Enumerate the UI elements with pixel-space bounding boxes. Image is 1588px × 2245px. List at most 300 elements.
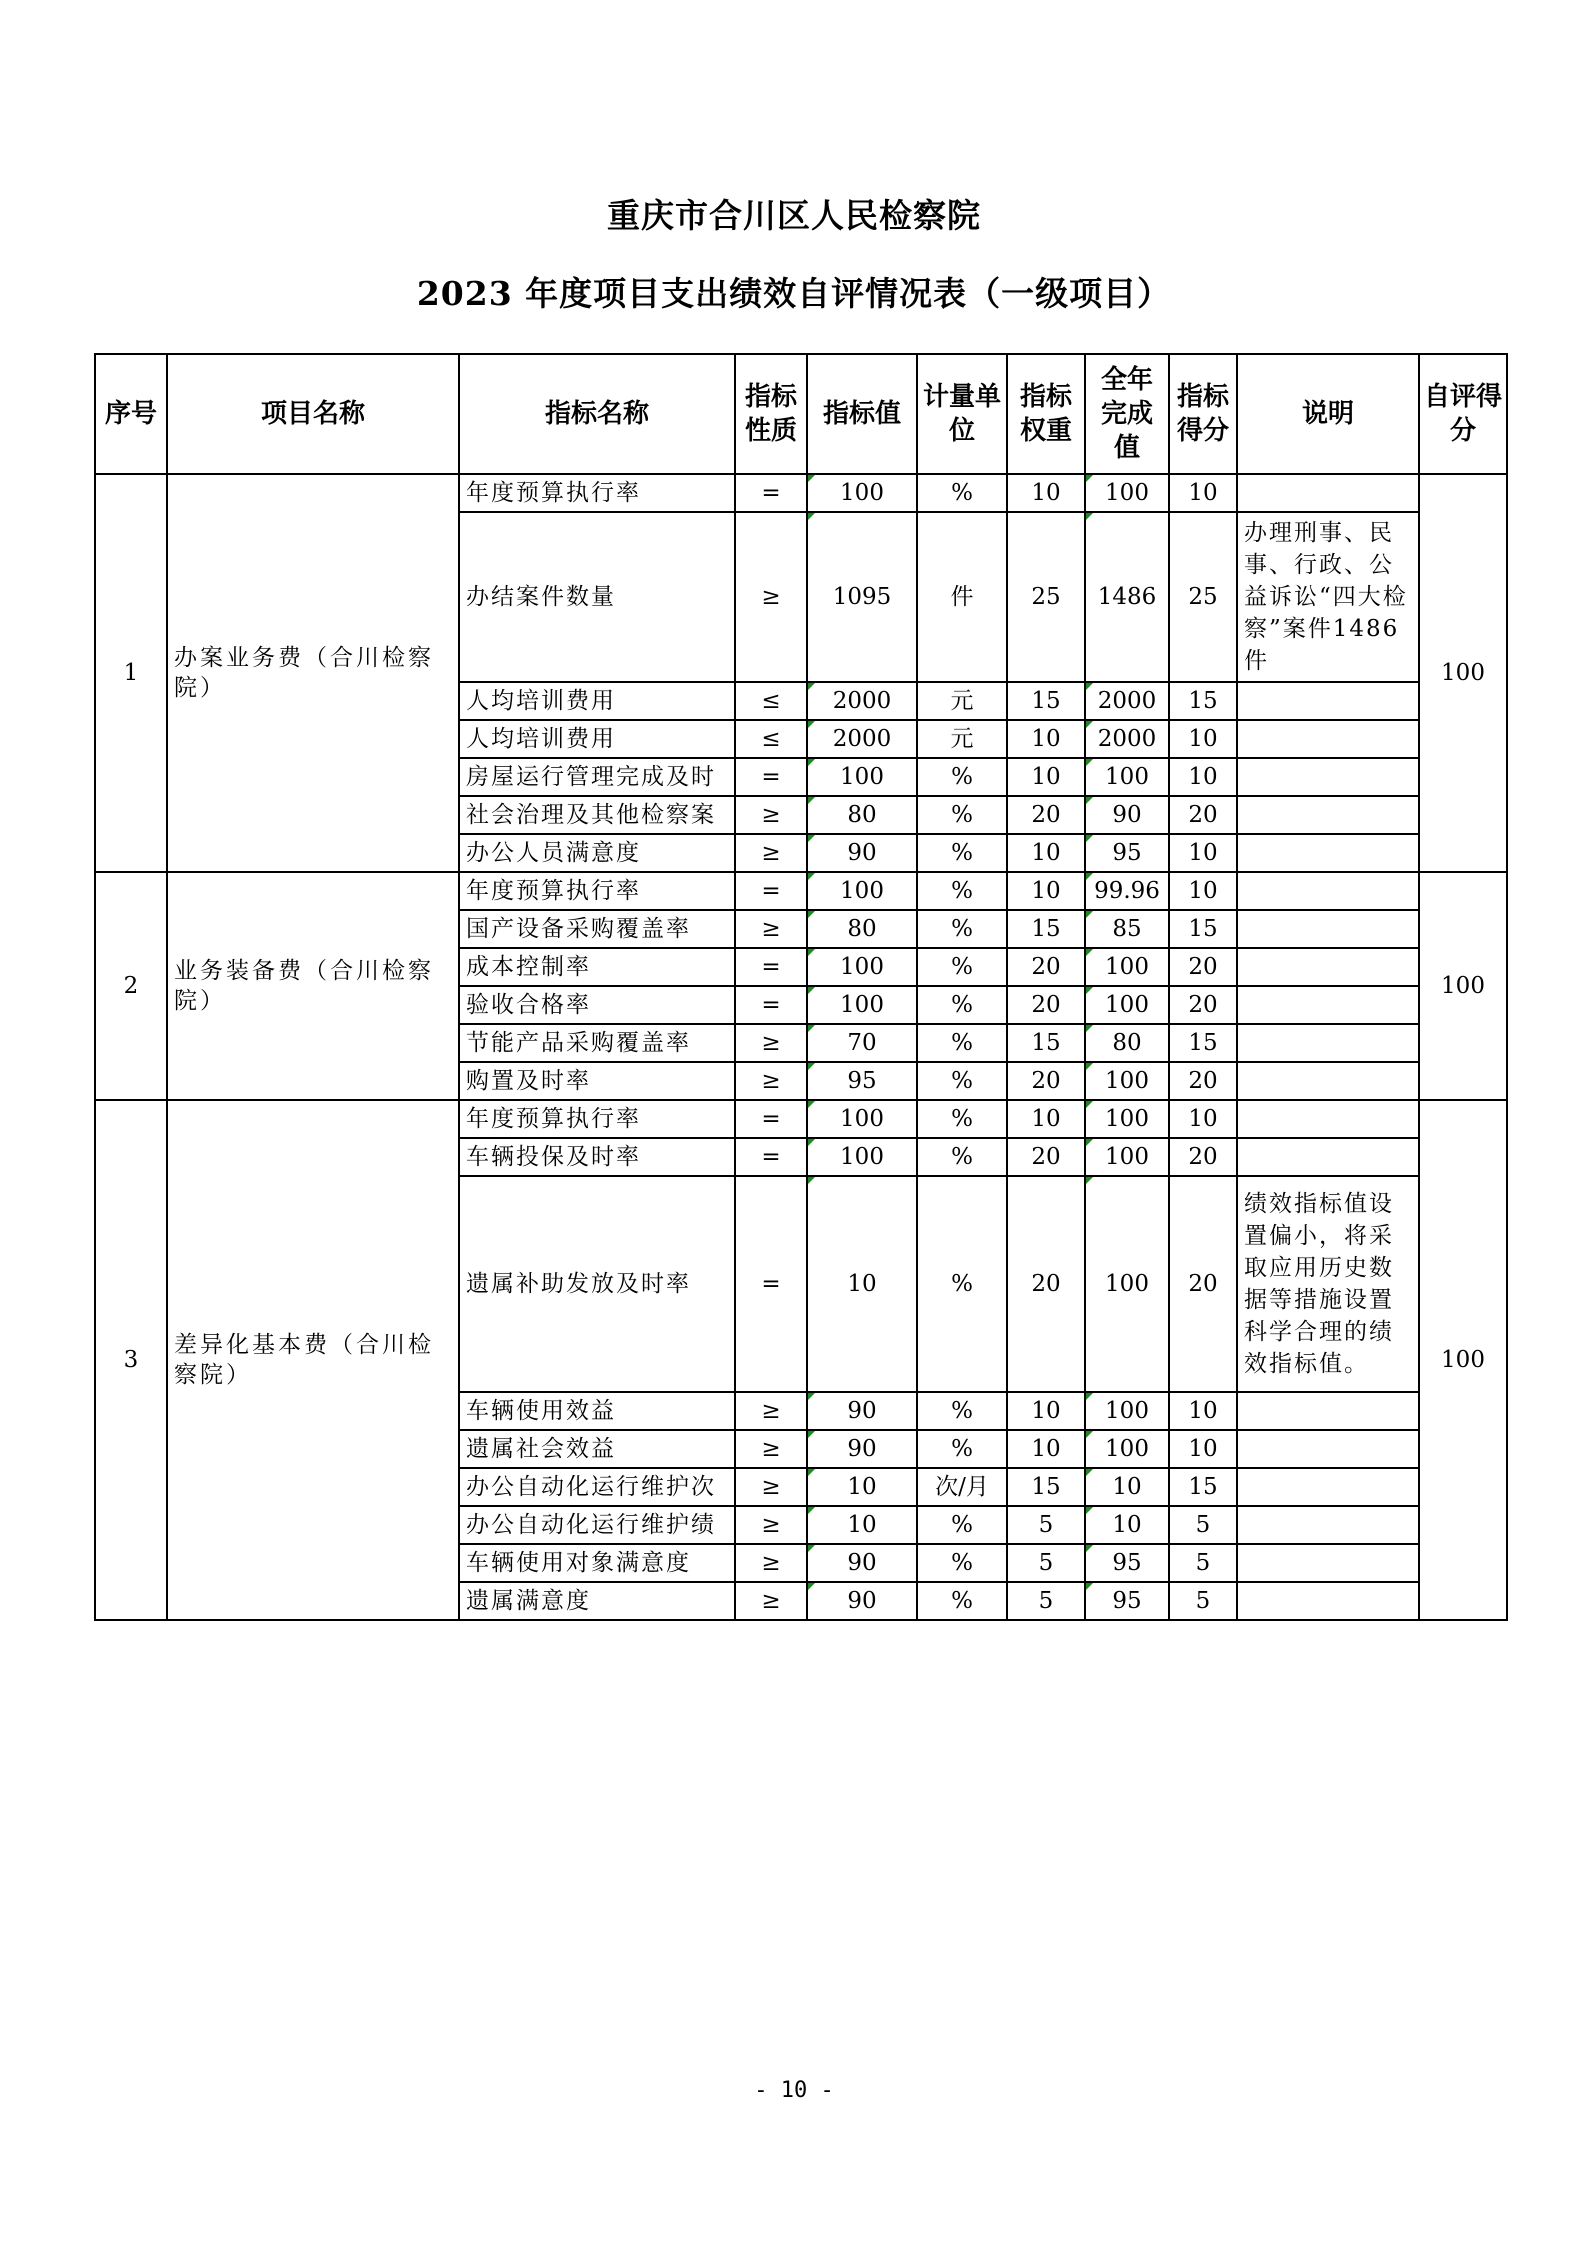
indicator-note-text: 绩效指标值设置偏小，将采取应用历史数据等措施设置科学合理的绩效指标值。 (1244, 1191, 1394, 1377)
indicator-note (1237, 1100, 1419, 1138)
indicator-score-text: 25 (1188, 584, 1218, 610)
project-name: 业务装备费（合川检察院） (167, 872, 459, 1100)
indicator-name (459, 872, 735, 910)
indicator-actual-text: 85 (1112, 916, 1142, 942)
indicator-name-text: 车辆使用效益 (466, 1398, 616, 1424)
indicator-actual-text: 2000 (1097, 688, 1157, 714)
indicator-name-text: 年度预算执行率 (466, 878, 641, 904)
cell-marker-icon (808, 1507, 815, 1514)
indicator-note (1237, 1024, 1419, 1062)
indicator-score (1169, 1468, 1237, 1506)
cell-marker-icon (808, 683, 815, 690)
indicator-nature-text: ≥ (761, 1550, 781, 1576)
indicator-note (1237, 1430, 1419, 1468)
cell-marker-icon (1086, 1545, 1093, 1552)
indicator-actual-text: 10 (1112, 1474, 1142, 1500)
indicator-weight-text: 10 (1031, 840, 1061, 866)
indicator-name (459, 720, 735, 758)
indicator-unit-text: % (951, 1271, 973, 1297)
indicator-note (1237, 720, 1419, 758)
indicator-unit (917, 512, 1007, 682)
indicator-name (459, 512, 735, 682)
indicator-score (1169, 796, 1237, 834)
indicator-weight-text: 10 (1031, 726, 1061, 752)
indicator-nature-text: = (761, 480, 781, 506)
indicator-unit-text: % (951, 954, 973, 980)
indicator-unit (917, 834, 1007, 872)
indicator-actual (1085, 512, 1169, 682)
indicator-score (1169, 1138, 1237, 1176)
indicator-actual (1085, 1024, 1169, 1062)
indicator-nature-text: = (761, 954, 781, 980)
cell-marker-icon (808, 1431, 815, 1438)
indicator-target (807, 512, 917, 682)
indicator-note (1237, 872, 1419, 910)
indicator-nature-text: ≥ (761, 1512, 781, 1538)
table-row (95, 872, 1507, 910)
cell-marker-icon (1086, 873, 1093, 880)
indicator-name-text: 年度预算执行率 (466, 480, 641, 506)
cell-marker-icon (1086, 1063, 1093, 1070)
cell-marker-icon (808, 911, 815, 918)
cell-marker-icon (808, 1101, 815, 1108)
indicator-nature (735, 758, 807, 796)
indicator-weight (1007, 796, 1085, 834)
indicator-target (807, 1468, 917, 1506)
indicator-name (459, 1100, 735, 1138)
indicator-score (1169, 1392, 1237, 1430)
indicator-nature-text: = (761, 992, 781, 1018)
indicator-note (1237, 1062, 1419, 1100)
indicator-unit-text: 件 (950, 584, 974, 610)
indicator-target (807, 1138, 917, 1176)
indicator-score-text: 10 (1188, 878, 1218, 904)
indicator-score (1169, 1506, 1237, 1544)
indicator-weight-text: 20 (1031, 802, 1061, 828)
indicator-actual (1085, 910, 1169, 948)
header-seq: 序号 (95, 354, 167, 474)
indicator-target (807, 986, 917, 1024)
cell-marker-icon (1086, 1583, 1093, 1590)
indicator-target (807, 872, 917, 910)
indicator-actual-text: 95 (1112, 840, 1142, 866)
indicator-note-text: 办理刑事、民事、行政、公益诉讼“四大检察”案件1486件 (1244, 520, 1408, 674)
indicator-target-text: 10 (847, 1271, 877, 1297)
indicator-nature (735, 834, 807, 872)
cell-marker-icon (808, 759, 815, 766)
cell-marker-icon (1086, 1393, 1093, 1400)
indicator-actual-text: 100 (1105, 764, 1149, 790)
indicator-note (1237, 1392, 1419, 1430)
indicator-actual-text: 100 (1105, 1271, 1149, 1297)
indicator-name-text: 节能产品采购覆盖率 (466, 1030, 691, 1056)
indicator-name (459, 1468, 735, 1506)
indicator-unit (917, 986, 1007, 1024)
indicator-unit (917, 1024, 1007, 1062)
indicator-weight (1007, 1544, 1085, 1582)
indicator-weight (1007, 834, 1085, 872)
indicator-actual-text: 2000 (1097, 726, 1157, 752)
indicator-score (1169, 1544, 1237, 1582)
cell-marker-icon (808, 513, 815, 520)
indicator-target (807, 948, 917, 986)
indicator-target-text: 100 (840, 1144, 884, 1170)
indicator-score (1169, 758, 1237, 796)
indicator-unit-text: % (951, 878, 973, 904)
indicator-unit (917, 1062, 1007, 1100)
indicator-nature (735, 1062, 807, 1100)
indicator-unit-text: % (951, 1398, 973, 1424)
indicator-nature (735, 1176, 807, 1392)
indicator-weight-text: 20 (1031, 1068, 1061, 1094)
indicator-name (459, 1176, 735, 1392)
indicator-score (1169, 986, 1237, 1024)
indicator-score-text: 20 (1188, 802, 1218, 828)
indicator-actual-text: 10 (1112, 1512, 1142, 1538)
indicator-score (1169, 1024, 1237, 1062)
indicator-nature (735, 1544, 807, 1582)
indicator-score-text: 15 (1188, 1030, 1218, 1056)
indicator-name (459, 1506, 735, 1544)
indicator-target (807, 1176, 917, 1392)
cell-marker-icon (808, 1393, 815, 1400)
indicator-target (807, 1506, 917, 1544)
indicator-weight (1007, 1100, 1085, 1138)
indicator-actual (1085, 1100, 1169, 1138)
indicator-nature (735, 1468, 807, 1506)
indicator-target (807, 758, 917, 796)
indicator-actual (1085, 1138, 1169, 1176)
cell-marker-icon (1086, 1025, 1093, 1032)
indicator-name-text: 遗属社会效益 (466, 1436, 616, 1462)
indicator-score-text: 15 (1188, 1474, 1218, 1500)
header-score: 指标 得分 (1169, 354, 1237, 474)
cell-marker-icon (1086, 683, 1093, 690)
cell-marker-icon (1086, 513, 1093, 520)
indicator-weight-text: 10 (1031, 1436, 1061, 1462)
header-self-score: 自评得 分 (1419, 354, 1507, 474)
indicator-name (459, 910, 735, 948)
indicator-note (1237, 1544, 1419, 1582)
indicator-weight (1007, 474, 1085, 512)
indicator-unit (917, 1582, 1007, 1620)
indicator-weight-text: 5 (1038, 1550, 1054, 1576)
indicator-name-text: 办结案件数量 (466, 584, 616, 610)
indicator-nature-text: ≤ (761, 726, 781, 752)
indicator-unit (917, 682, 1007, 720)
indicator-unit (917, 1430, 1007, 1468)
indicator-target-text: 95 (847, 1068, 877, 1094)
indicator-target (807, 682, 917, 720)
indicator-actual (1085, 1468, 1169, 1506)
indicator-actual (1085, 720, 1169, 758)
indicator-target-text: 10 (847, 1512, 877, 1538)
indicator-unit (917, 1138, 1007, 1176)
indicator-weight-text: 20 (1031, 1144, 1061, 1170)
indicator-actual-text: 100 (1105, 1398, 1149, 1424)
indicator-unit-text: 次/月 (935, 1474, 989, 1500)
indicator-nature-text: ≥ (761, 916, 781, 942)
indicator-score (1169, 682, 1237, 720)
indicator-unit (917, 910, 1007, 948)
indicator-weight (1007, 758, 1085, 796)
indicator-name (459, 1392, 735, 1430)
indicator-score-text: 10 (1188, 726, 1218, 752)
indicator-weight-text: 25 (1031, 584, 1061, 610)
indicator-weight (1007, 1392, 1085, 1430)
indicator-weight (1007, 1506, 1085, 1544)
indicator-nature-text: = (761, 1106, 781, 1132)
cell-marker-icon (1086, 835, 1093, 842)
indicator-note (1237, 986, 1419, 1024)
indicator-score (1169, 512, 1237, 682)
indicator-name-text: 人均培训费用 (466, 688, 616, 714)
indicator-weight-text: 10 (1031, 480, 1061, 506)
indicator-nature-text: = (761, 1144, 781, 1170)
indicator-name-text: 购置及时率 (466, 1068, 591, 1094)
indicator-nature (735, 682, 807, 720)
indicator-target (807, 1100, 917, 1138)
indicator-target-text: 10 (847, 1474, 877, 1500)
indicator-score-text: 5 (1195, 1512, 1211, 1538)
indicator-actual (1085, 474, 1169, 512)
indicator-weight-text: 15 (1031, 916, 1061, 942)
indicator-actual-text: 95 (1112, 1588, 1142, 1614)
indicator-name-text: 人均培训费用 (466, 726, 616, 752)
indicator-nature (735, 720, 807, 758)
indicator-score-text: 10 (1188, 840, 1218, 866)
cell-marker-icon (808, 1545, 815, 1552)
cell-marker-icon (808, 1025, 815, 1032)
indicator-target-text: 80 (847, 916, 877, 942)
indicator-score (1169, 1582, 1237, 1620)
indicator-weight (1007, 872, 1085, 910)
indicator-unit (917, 474, 1007, 512)
indicator-name (459, 1138, 735, 1176)
indicator-name-text: 国产设备采购覆盖率 (466, 916, 691, 942)
indicator-note (1237, 1582, 1419, 1620)
indicator-weight-text: 10 (1031, 1398, 1061, 1424)
indicator-name-text: 办公自动化运行维护次 (466, 1474, 716, 1500)
cell-marker-icon (1086, 1177, 1093, 1184)
header-note: 说明 (1237, 354, 1419, 474)
indicator-weight (1007, 1138, 1085, 1176)
indicator-nature (735, 986, 807, 1024)
header-weight: 指标 权重 (1007, 354, 1085, 474)
indicator-target-text: 90 (847, 1436, 877, 1462)
indicator-name (459, 1544, 735, 1582)
indicator-weight (1007, 512, 1085, 682)
indicator-target (807, 474, 917, 512)
indicator-actual (1085, 986, 1169, 1024)
indicator-name-text: 车辆投保及时率 (466, 1144, 641, 1170)
indicator-name (459, 1062, 735, 1100)
indicator-note (1237, 682, 1419, 720)
cell-marker-icon (808, 1177, 815, 1184)
indicator-weight (1007, 1062, 1085, 1100)
indicator-target-text: 2000 (832, 726, 892, 752)
indicator-weight (1007, 1430, 1085, 1468)
indicator-weight-text: 5 (1038, 1588, 1054, 1614)
header-target: 指标值 (807, 354, 917, 474)
indicator-nature (735, 796, 807, 834)
indicator-score-text: 5 (1195, 1588, 1211, 1614)
indicator-score (1169, 474, 1237, 512)
cell-marker-icon (808, 987, 815, 994)
indicator-score-text: 10 (1188, 480, 1218, 506)
indicator-actual-text: 1486 (1097, 584, 1157, 610)
indicator-actual-text: 99.96 (1094, 878, 1160, 904)
indicator-score (1169, 1062, 1237, 1100)
indicator-actual (1085, 1582, 1169, 1620)
indicator-weight-text: 15 (1031, 1474, 1061, 1500)
indicator-nature (735, 1024, 807, 1062)
project-seq: 2 (95, 872, 167, 1100)
indicator-weight-text: 5 (1038, 1512, 1054, 1538)
indicator-unit-text: % (951, 840, 973, 866)
indicator-unit-text: % (951, 1144, 973, 1170)
indicator-score-text: 20 (1188, 992, 1218, 1018)
indicator-actual (1085, 796, 1169, 834)
indicator-weight (1007, 910, 1085, 948)
indicator-note (1237, 1138, 1419, 1176)
indicator-actual (1085, 682, 1169, 720)
indicator-weight-text: 15 (1031, 688, 1061, 714)
indicator-unit (917, 1544, 1007, 1582)
indicator-score-text: 20 (1188, 1271, 1218, 1297)
project-self-score: 100 (1419, 872, 1507, 1100)
indicator-unit (917, 1176, 1007, 1392)
indicator-unit-text: % (951, 1588, 973, 1614)
indicator-weight (1007, 986, 1085, 1024)
cell-marker-icon (808, 1469, 815, 1476)
indicator-weight-text: 10 (1031, 878, 1061, 904)
cell-marker-icon (1086, 759, 1093, 766)
indicator-actual-text: 100 (1105, 1068, 1149, 1094)
indicator-target (807, 796, 917, 834)
indicator-name-text: 办公自动化运行维护绩 (466, 1512, 716, 1538)
indicator-unit-text: % (951, 480, 973, 506)
indicator-actual-text: 100 (1105, 1106, 1149, 1132)
indicator-nature (735, 872, 807, 910)
indicator-nature (735, 910, 807, 948)
project-self-score: 100 (1419, 474, 1507, 872)
header-indicator: 指标名称 (459, 354, 735, 474)
indicator-nature-text: ≥ (761, 802, 781, 828)
indicator-target-text: 80 (847, 802, 877, 828)
indicator-actual (1085, 758, 1169, 796)
cell-marker-icon (808, 797, 815, 804)
indicator-actual (1085, 1544, 1169, 1582)
indicator-score-text: 10 (1188, 1398, 1218, 1424)
indicator-weight-text: 20 (1031, 992, 1061, 1018)
indicator-unit (917, 758, 1007, 796)
cell-marker-icon (1086, 475, 1093, 482)
indicator-note (1237, 1176, 1419, 1392)
indicator-target (807, 834, 917, 872)
indicator-score (1169, 1176, 1237, 1392)
project-seq: 1 (95, 474, 167, 872)
indicator-unit (917, 1506, 1007, 1544)
indicator-name (459, 986, 735, 1024)
indicator-weight (1007, 720, 1085, 758)
cell-marker-icon (1086, 1101, 1093, 1108)
indicator-name (459, 1582, 735, 1620)
indicator-score (1169, 910, 1237, 948)
indicator-nature-text: = (761, 1271, 781, 1297)
indicator-score (1169, 948, 1237, 986)
indicator-unit-text: % (951, 992, 973, 1018)
header-actual: 全年 完成 值 (1085, 354, 1169, 474)
indicator-nature (735, 512, 807, 682)
indicator-target (807, 1582, 917, 1620)
cell-marker-icon (808, 475, 815, 482)
indicator-nature-text: ≤ (761, 688, 781, 714)
header-nature: 指标 性质 (735, 354, 807, 474)
indicator-weight-text: 15 (1031, 1030, 1061, 1056)
cell-marker-icon (808, 949, 815, 956)
project-self-score: 100 (1419, 1100, 1507, 1620)
indicator-actual (1085, 1392, 1169, 1430)
indicator-weight (1007, 682, 1085, 720)
cell-marker-icon (1086, 1139, 1093, 1146)
indicator-nature (735, 1392, 807, 1430)
cell-marker-icon (808, 873, 815, 880)
indicator-actual (1085, 948, 1169, 986)
indicator-target-text: 2000 (832, 688, 892, 714)
table-row (95, 1100, 1507, 1138)
indicator-actual-text: 100 (1105, 1144, 1149, 1170)
indicator-actual (1085, 1176, 1169, 1392)
indicator-unit (917, 1392, 1007, 1430)
indicator-name-text: 成本控制率 (466, 954, 591, 980)
indicator-unit (917, 1468, 1007, 1506)
indicator-actual-text: 100 (1105, 480, 1149, 506)
indicator-unit (917, 720, 1007, 758)
indicator-note (1237, 948, 1419, 986)
indicator-score-text: 5 (1195, 1550, 1211, 1576)
indicator-unit-text: % (951, 1030, 973, 1056)
indicator-nature (735, 948, 807, 986)
indicator-nature (735, 474, 807, 512)
project-name: 差异化基本费（合川检察院） (167, 1100, 459, 1620)
indicator-name-text: 车辆使用对象满意度 (466, 1550, 691, 1576)
indicator-target-text: 70 (847, 1030, 877, 1056)
indicator-target-text: 100 (840, 764, 884, 790)
indicator-target-text: 100 (840, 954, 884, 980)
cell-marker-icon (1086, 1507, 1093, 1514)
indicator-target (807, 1024, 917, 1062)
indicator-note (1237, 1468, 1419, 1506)
indicator-name (459, 474, 735, 512)
header-row (95, 354, 1507, 474)
indicator-unit-text: 元 (950, 726, 974, 752)
indicator-note (1237, 758, 1419, 796)
project-seq: 3 (95, 1100, 167, 1620)
indicator-actual (1085, 834, 1169, 872)
indicator-name-text: 办公人员满意度 (466, 840, 641, 866)
cell-marker-icon (808, 721, 815, 728)
indicator-target (807, 720, 917, 758)
indicator-unit-text: % (951, 1068, 973, 1094)
indicator-actual (1085, 1062, 1169, 1100)
indicator-target-text: 90 (847, 1398, 877, 1424)
indicator-target-text: 90 (847, 840, 877, 866)
indicator-note (1237, 512, 1419, 682)
indicator-weight (1007, 1176, 1085, 1392)
indicator-actual-text: 100 (1105, 954, 1149, 980)
indicator-nature (735, 1506, 807, 1544)
